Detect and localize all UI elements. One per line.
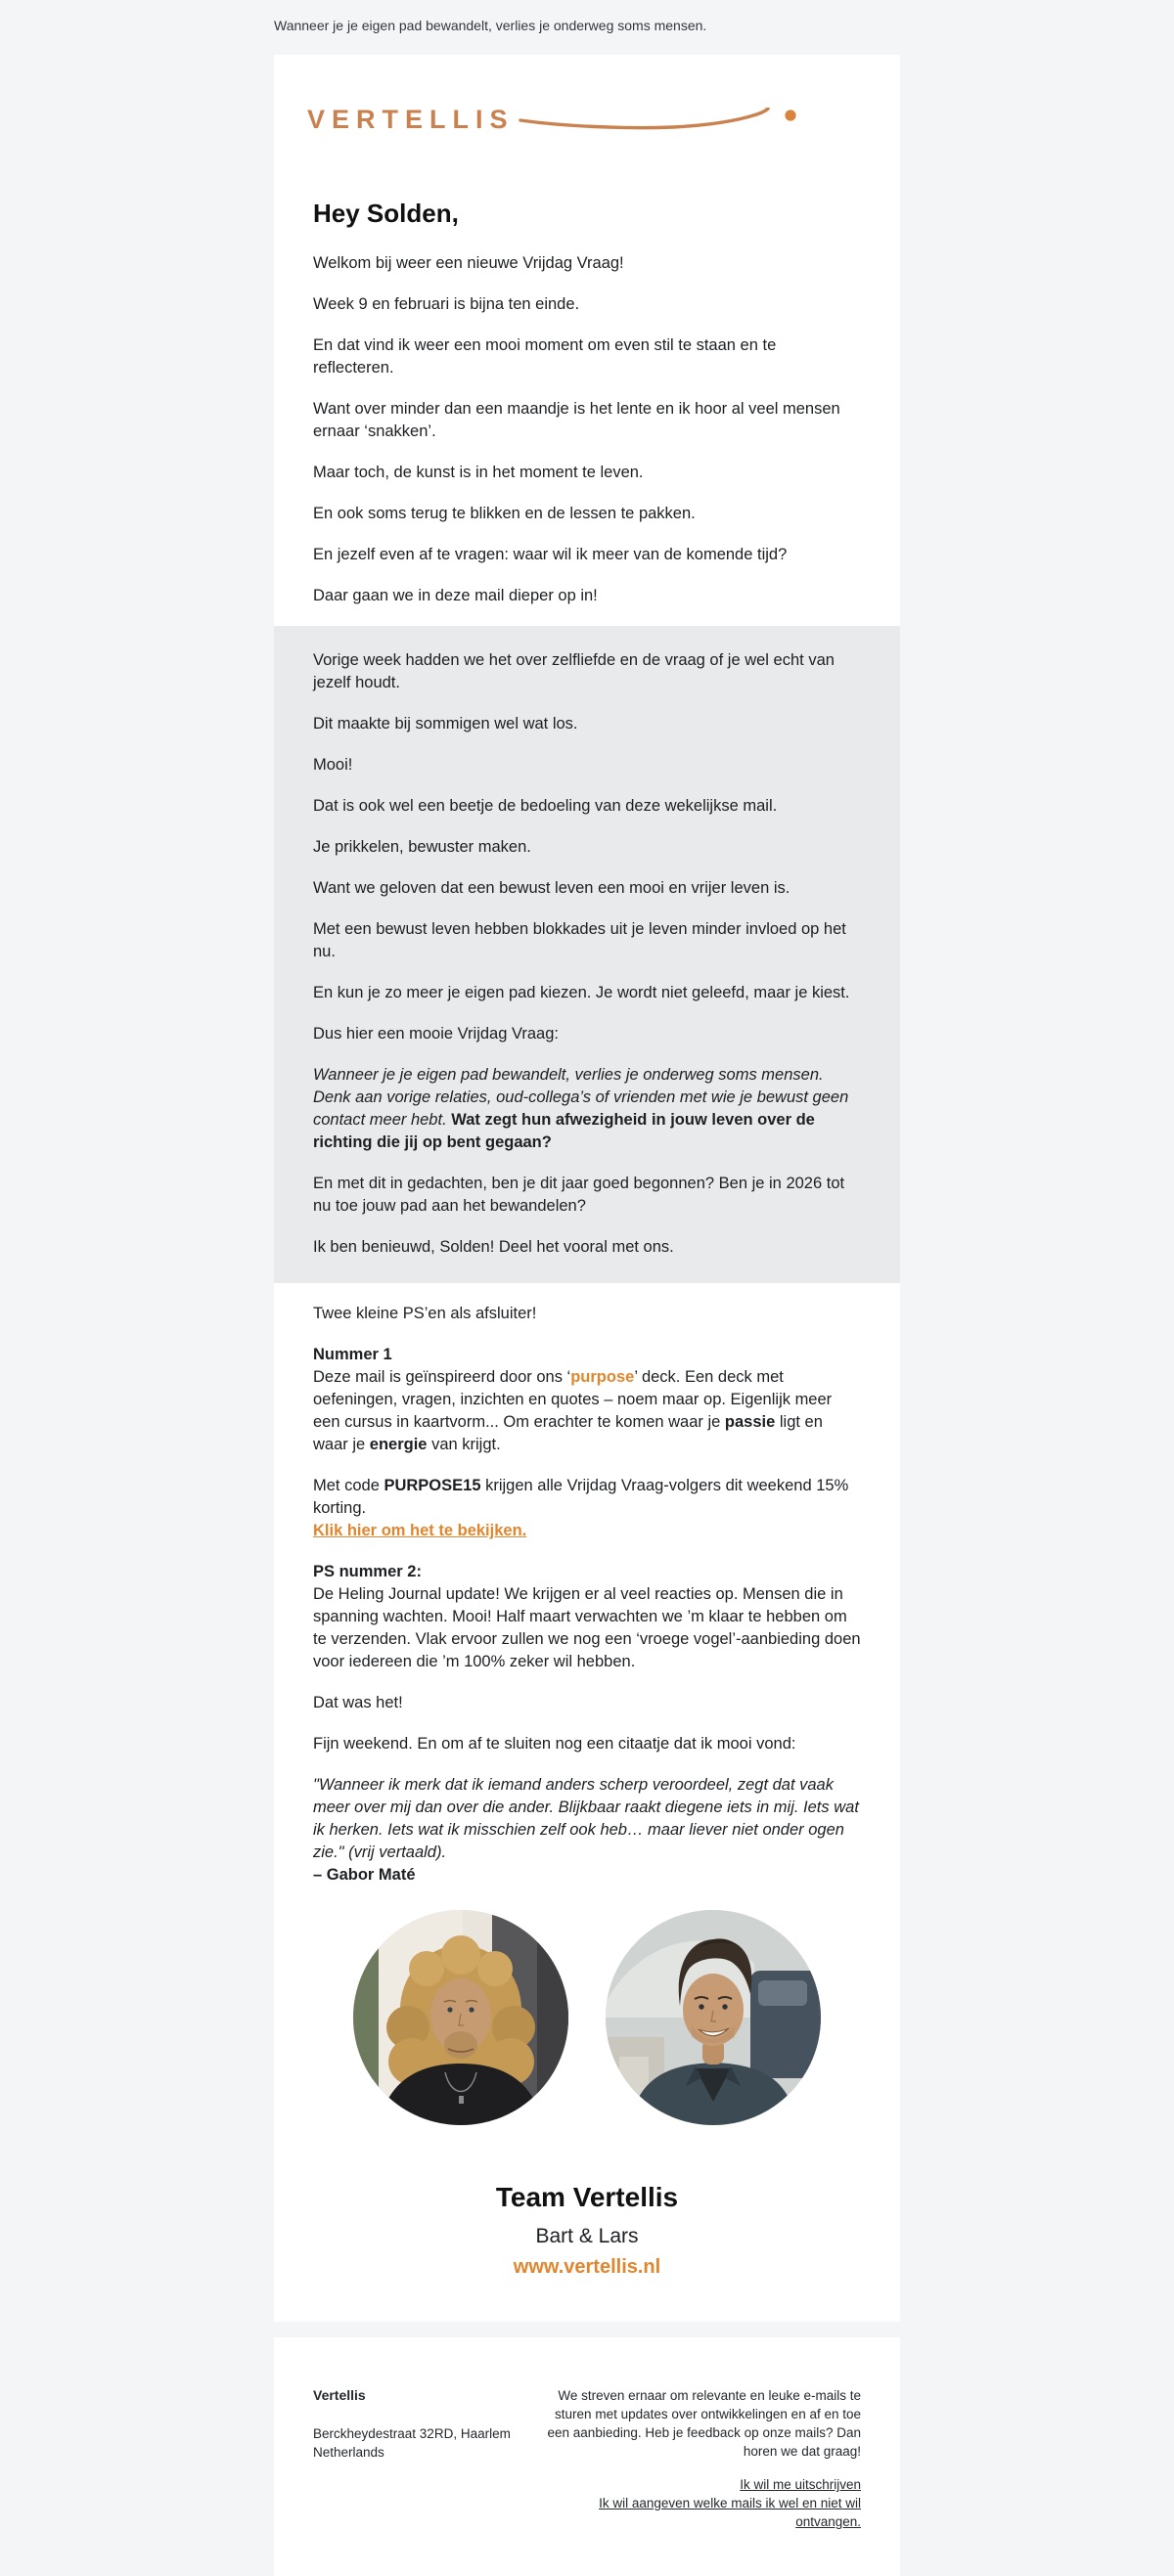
closing-done: Dat was het! (313, 1694, 403, 1711)
gray-paragraph: Want we geloven dat een bewust leven een mooi en vrijer leven is. (313, 879, 790, 897)
friday-question-bold: Wat zegt hun afwezigheid in jouw leven over de richting die jij op bent gegaan? (313, 1111, 815, 1151)
mail-preferences-link[interactable]: Ik wil aangeven welke mails ik wel en niet wil ontvangen. (599, 2496, 861, 2529)
vertellis-logo (274, 55, 900, 139)
ps-intro: Twee kleine PS’en als afsluiter! (313, 1305, 537, 1322)
footer-links (546, 2475, 861, 2531)
gray-paragraph: Dus hier een mooie Vrijdag Vraag: (313, 1025, 559, 1043)
email-footer (274, 2337, 900, 2576)
unsubscribe-link[interactable]: Ik wil me uitschrijven (740, 2477, 861, 2492)
intro-paragraph: Want over minder dan een maandje is het lente en ik hoor al veel mensen ernaar ‘snakken’. (313, 400, 840, 440)
discount-code: PURPOSE15 (384, 1477, 481, 1494)
view-deck-link[interactable]: Klik hier om het te bekijken. (313, 1522, 527, 1539)
ps1-body-end: van krijgt. (427, 1436, 501, 1453)
friday-question-italic: Wanneer je je eigen pad bewandelt, verlies je onderweg soms mensen. Denk aan vorige relaties, oud-collega’s of vrienden met wie je bewust geen contact meer hebt. (313, 1066, 849, 1129)
ps1-heading: Nummer 1 (313, 1346, 392, 1363)
preview-text: Wanneer je je eigen pad bewandelt, verlies je onderweg soms mensen. (274, 18, 707, 33)
team-heading: Team Vertellis (495, 2182, 679, 2212)
footer-address-line2: Netherlands (313, 2445, 384, 2460)
ps1-bold-energie: energie (369, 1436, 428, 1453)
logo-swoosh-icon (519, 108, 806, 142)
discount-link-line (313, 1520, 861, 1542)
ps1-block (313, 1344, 861, 1456)
gray-paragraph: Ik ben benieuwd, Solden! Deel het vooral met ons. (313, 1238, 674, 1256)
gray-paragraph: Met een bewust leven hebben blokkades uit je leven minder invloed op het nu. (313, 920, 846, 960)
quote-block (313, 1774, 861, 1887)
intro-paragraph: En dat vind ik weer een mooi moment om even stil te staan en te reflecteren. (313, 336, 777, 377)
logo-dot-icon (785, 110, 795, 120)
greeting-heading: Hey Solden, (313, 199, 459, 228)
discount-text (313, 1475, 861, 1520)
ps1-body-pre: Deze mail is geïnspireerd door ons ‘ (313, 1368, 571, 1386)
photo-smiling-dark-haired-man (606, 1910, 821, 2125)
team-photos (313, 1910, 861, 2125)
gray-paragraph: Vorige week hadden we het over zelfliefde en de vraag of je wel echt van jezelf houdt. (313, 651, 835, 691)
gray-paragraph: En kun je zo meer je eigen pad kiezen. Je wordt niet geleefd, maar je kiest. (313, 984, 850, 1001)
ps-section (274, 1283, 900, 2322)
footer-address-block (313, 2386, 538, 2531)
intro-paragraph: Week 9 en februari is bijna ten einde. (313, 295, 580, 313)
ps1-bold-passie: passie (724, 1413, 776, 1431)
footer-info-block (546, 2386, 861, 2531)
quote-text: "Wanneer ik merk dat ik iemand anders scherp veroordeel, zegt dat vaak meer over mij dan over die ander. Blijkbaar raakt diegene iets in mij. Iets wat ik herken. Iets wat ik misschien zelf ook heb… maar liever niet onder ogen zie." (vrij vertaald). (313, 1776, 859, 1861)
footer-info-text: We streven ernaar om relevante en leuke e-mails te sturen met updates over ontwikkelingen en af en toe een aanbieding. Heb je feedback op onze mails? Dan horen we dat graag! (547, 2388, 861, 2459)
team-signature (313, 2182, 861, 2322)
intro-paragraph: Daar gaan we in deze mail dieper op in! (313, 587, 598, 604)
ps2-heading: PS nummer 2: (313, 1563, 422, 1580)
footer-address-line1: Berckheydestraat 32RD, Haarlem (313, 2426, 511, 2441)
intro-paragraph: En ook soms terug te blikken en de lessen te pakken. (313, 505, 696, 522)
intro-section (274, 198, 900, 607)
intro-paragraph: En jezelf even af te vragen: waar wil ik meer van de komende tijd? (313, 546, 788, 563)
discount-pre: Met code (313, 1477, 384, 1494)
gray-paragraph: Dat is ook wel een beetje de bedoeling van deze wekelijkse mail. (313, 797, 778, 815)
ps1-body-mid: ’ deck. Een deck met oefeningen, vragen, inzichten en quotes – noem maar op. Eigenlijk meer een cursus in kaartvorm... Om erachter te komen waar je (313, 1368, 833, 1431)
gray-paragraph: Dit maakte bij sommigen wel wat los. (313, 715, 578, 733)
website-link[interactable]: www.vertellis.nl (513, 2256, 661, 2278)
ps2-block (313, 1561, 861, 1673)
email-card (274, 55, 900, 2322)
intro-paragraph: Welkom bij weer een nieuwe Vrijdag Vraag! (313, 254, 624, 272)
footer-company-name: Vertellis (313, 2387, 366, 2403)
gray-paragraph: Mooi! (313, 756, 353, 774)
closing-weekend: Fijn weekend. En om af te sluiten nog een citaatje dat ik mooi vond: (313, 1735, 796, 1753)
reflection-gray-section (274, 626, 900, 1283)
team-names: Bart & Lars (535, 2225, 639, 2247)
quote-attribution: – Gabor Maté (313, 1866, 416, 1884)
purpose-deck-highlight: purpose (570, 1368, 635, 1386)
vertellis-logo-text: VERTELLIS (307, 105, 515, 134)
ps1-body (313, 1366, 861, 1456)
intro-paragraph: Maar toch, de kunst is in het moment te leven. (313, 464, 644, 481)
ps1-body-mid2: ligt en waar je (313, 1413, 823, 1453)
gray-paragraph: En met dit in gedachten, ben je dit jaar goed begonnen? Ben je in 2026 tot nu toe jouw pad aan het bewandelen? (313, 1175, 845, 1215)
gray-paragraph: Je prikkelen, bewuster maken. (313, 838, 531, 856)
photo-curly-haired-man (353, 1910, 568, 2125)
friday-question (313, 1064, 861, 1154)
discount-block (313, 1475, 861, 1542)
ps2-body: De Heling Journal update! We krijgen er al veel reacties op. Mensen die in spanning wachten. Mooi! Half maart verwachten we ’m klaar te hebben om te verzenden. Vlak ervoor zullen we nog een ‘vroege vogel’-aanbieding doen voor iedereen die ’m 100% zeker wil hebben. (313, 1585, 861, 1670)
discount-post: krijgen alle Vrijdag Vraag-volgers dit weekend 15% korting. (313, 1477, 849, 1517)
